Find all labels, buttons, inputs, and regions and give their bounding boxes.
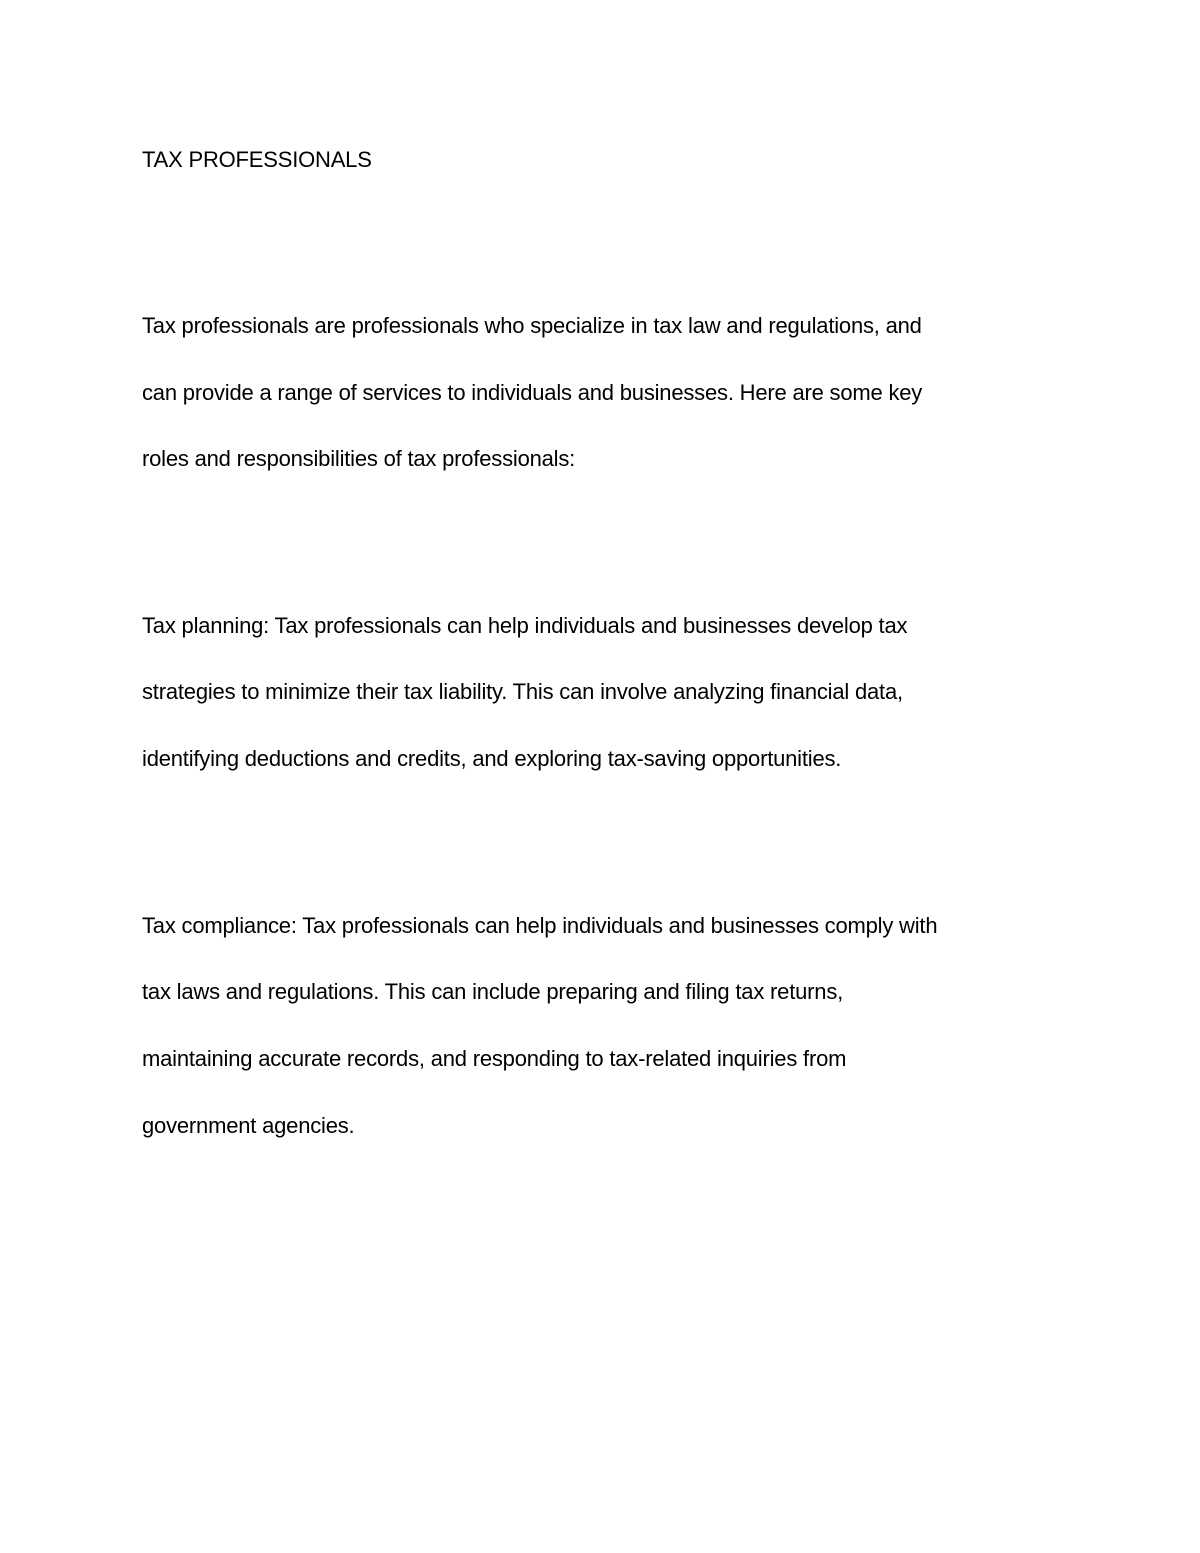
document-title: TAX PROFESSIONALS [142,147,372,172]
tax-planning-line-2: strategies to minimize their tax liability. This can involve analyzing financial data, [142,679,903,704]
tax-compliance-line-4: government agencies. [142,1113,355,1138]
tax-compliance-line-2: tax laws and regulations. This can include preparing and filing tax returns, [142,979,844,1004]
tax-planning-line-1: Tax planning: Tax professionals can help individuals and businesses develop tax [142,613,908,638]
tax-compliance-line-1: Tax compliance: Tax professionals can help individuals and businesses comply with [142,913,938,938]
intro-line-2: can provide a range of services to individuals and businesses. Here are some key [142,380,923,405]
tax-planning-line-3: identifying deductions and credits, and exploring tax-saving opportunities. [142,746,842,771]
intro-line-1: Tax professionals are professionals who specialize in tax law and regulations, and [142,313,922,338]
tax-compliance-line-3: maintaining accurate records, and responding to tax-related inquiries from [142,1046,847,1071]
intro-line-3: roles and responsibilities of tax professionals: [142,446,576,471]
